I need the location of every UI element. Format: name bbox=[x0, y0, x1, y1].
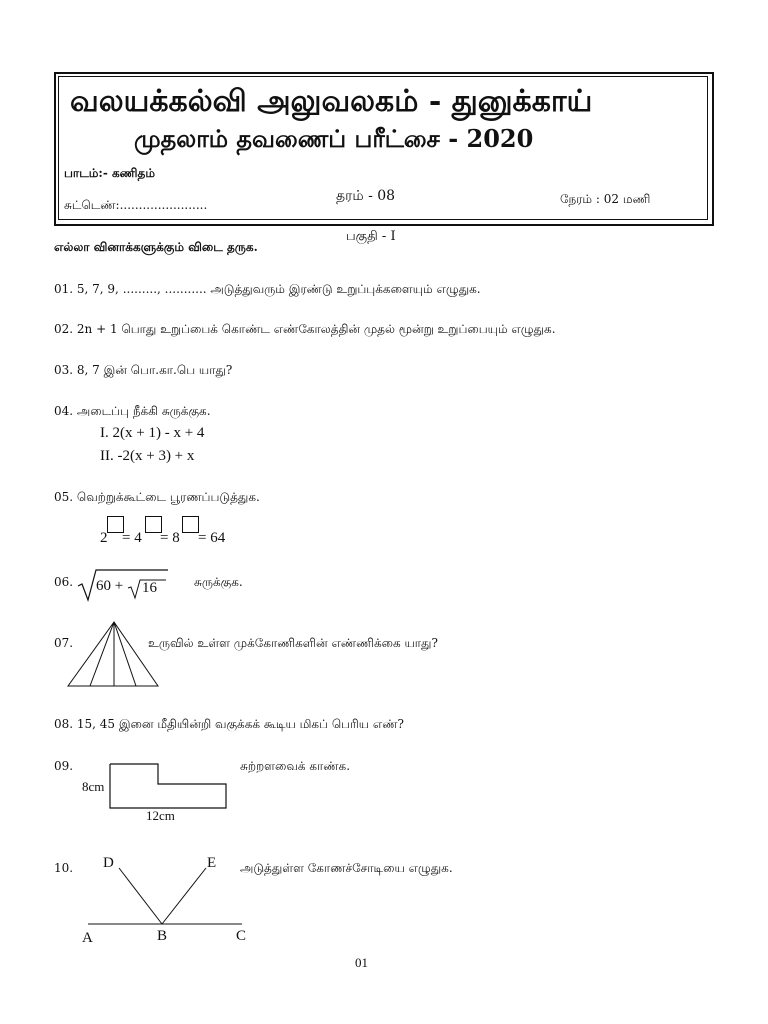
question-04-part-2: II. -2(x + 3) + x bbox=[100, 448, 195, 464]
root-expression: 60 + bbox=[96, 578, 124, 594]
square-root-sign bbox=[76, 568, 176, 604]
question-04: 04. அடைப்பு நீக்கி சுருக்குக. bbox=[54, 404, 211, 418]
question-08: 08. 15, 45 இனை மீதியின்றி வகுக்கக் கூடிய மிகப் பெரிய எண்? bbox=[54, 717, 404, 731]
triangle-figure bbox=[66, 620, 162, 690]
label-c: C bbox=[236, 928, 247, 944]
power-value-4: = 4 bbox=[122, 530, 142, 546]
question-09-number: 09. bbox=[54, 759, 74, 773]
subject-label: பாடம்:- கணிதம் bbox=[64, 166, 155, 180]
index-number-field: சுட்டெண்:....................... bbox=[64, 198, 208, 212]
page-number: 01 bbox=[355, 955, 368, 970]
section-title: பகுதி - I bbox=[346, 229, 396, 244]
question-10-number: 10. bbox=[54, 861, 74, 875]
inner-root-value: 16 bbox=[142, 580, 157, 596]
label-b: B bbox=[157, 928, 168, 944]
exponent-box-3 bbox=[182, 516, 199, 533]
question-06-number: 06. bbox=[54, 575, 74, 589]
power-base: 2 bbox=[100, 530, 108, 546]
question-03: 03. 8, 7 இன் பொ.கா.பெ யாது? bbox=[54, 363, 233, 377]
question-07: உருவில் உள்ள முக்கோணிகளின் எண்ணிக்கை யாது? bbox=[148, 636, 438, 650]
question-07-number: 07. bbox=[54, 636, 74, 650]
time-label: நேரம் : 02 மணி bbox=[560, 192, 651, 206]
height-label: 8cm bbox=[82, 779, 105, 794]
power-value-8: = 8 bbox=[160, 530, 180, 546]
question-02: 02. 2n + 1 பொது உறுப்பைக் கொண்ட எண்கோலத்தின் முதல் மூன்று உறுப்பையும் எழுதுக. bbox=[54, 322, 556, 336]
question-04-part-1: I. 2(x + 1) - x + 4 bbox=[100, 425, 205, 441]
label-a: A bbox=[82, 930, 93, 946]
l-shape-figure bbox=[108, 762, 238, 810]
power-value-64: = 64 bbox=[198, 530, 226, 546]
question-06: சுருக்குக. bbox=[194, 575, 243, 589]
question-10: அடுத்துள்ள கோணச்சோடியை எழுதுக. bbox=[240, 861, 453, 875]
exam-title: முதலாம் தவணைப் பரீட்சை - 2020 bbox=[134, 124, 534, 153]
grade-label: தரம் - 08 bbox=[336, 188, 396, 204]
width-label: 12cm bbox=[146, 808, 175, 823]
office-title: வலயக்கல்வி அலுவலகம் - துனுக்காய் bbox=[70, 84, 593, 119]
question-05: 05. வெற்றுக்கூட்டை பூரணப்படுத்துக. bbox=[54, 490, 260, 504]
question-09: சுற்றளவைக் காண்க. bbox=[240, 759, 351, 773]
instruction-text: எல்லா வினாக்களுக்கும் விடை தருக. bbox=[54, 240, 258, 254]
label-d: D bbox=[103, 855, 114, 871]
question-01: 01. 5, 7, 9, ........., ........... அடுத்துவரும் இரண்டு உறுப்புக்களையும் எழுதுக. bbox=[54, 282, 481, 296]
label-e: E bbox=[207, 855, 217, 871]
